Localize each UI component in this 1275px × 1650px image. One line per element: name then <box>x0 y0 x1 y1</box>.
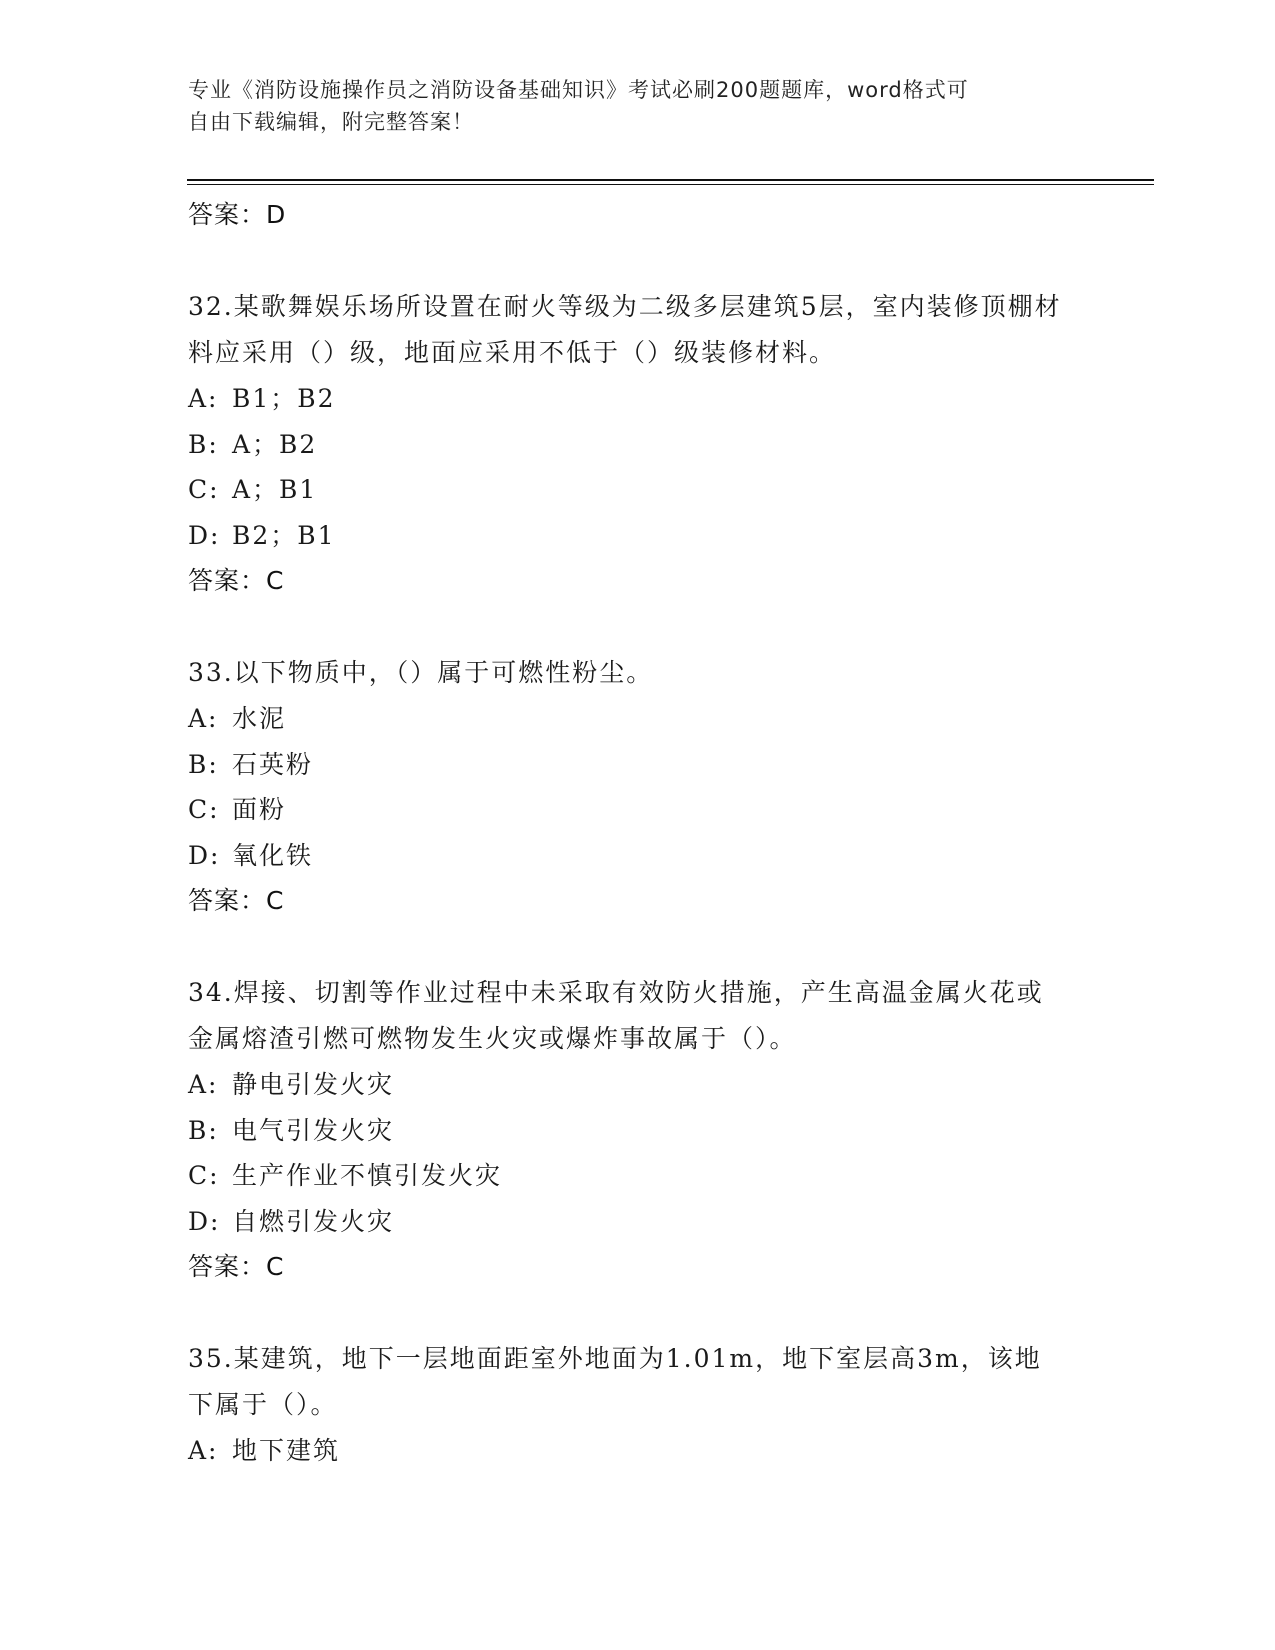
header-line-1: 专业《消防设施操作员之消防设备基础知识》考试必刷200题题库，word格式可 <box>188 78 969 102</box>
question-text: 32.某歌舞娱乐场所设置在耐火等级为二级多层建筑5层，室内装修顶棚材料应采用（）级，地面应采用不低于（）级装修材料。 <box>188 292 1062 367</box>
option-d: D: 自燃引发火灾 <box>188 1206 395 1236</box>
option-a: A: 静电引发火灾 <box>188 1070 395 1099</box>
option-d: D: B2；B1 <box>188 520 336 550</box>
answer-label: 答案：C <box>188 886 285 915</box>
option-a: A: 水泥 <box>188 704 287 733</box>
header-line-2: 自由下载编辑，附完整答案！ <box>188 110 474 134</box>
option-c: C: A；B1 <box>188 475 318 504</box>
option-c: C: 面粉 <box>188 795 287 824</box>
question-item <box>188 1336 1088 1474</box>
option-b: B: 电气引发火灾 <box>188 1115 395 1145</box>
question-item <box>188 650 1088 924</box>
question-text: 33.以下物质中，（）属于可燃性粉尘。 <box>188 658 654 687</box>
option-c: C: 生产作业不慎引发火灾 <box>188 1161 503 1190</box>
header-divider-thin <box>187 184 1154 185</box>
question-text: 34.焊接、切割等作业过程中未采取有效防火措施，产生高温金属火花或金属熔渣引燃可燃物发生火灾或爆炸事故属于（）。 <box>188 978 1044 1053</box>
option-a: A: B1；B2 <box>188 384 336 413</box>
question-item <box>188 284 1088 604</box>
answer-label: 答案：D <box>188 200 287 229</box>
question-text: 35.某建筑，地下一层地面距室外地面为1.01m，地下室层高3m，该地下属于（）。 <box>188 1344 1042 1419</box>
answer-label: 答案：C <box>188 1252 285 1281</box>
option-b: B: A；B2 <box>188 429 318 459</box>
option-a: A: 地下建筑 <box>188 1436 341 1465</box>
answer-label: 答案：C <box>188 566 285 595</box>
option-d: D: 氧化铁 <box>188 840 314 870</box>
option-b: B: 石英粉 <box>188 749 314 779</box>
header-divider <box>187 179 1154 181</box>
question-item <box>188 970 1088 1290</box>
document-header <box>188 74 1068 138</box>
question-list <box>188 192 1088 1474</box>
